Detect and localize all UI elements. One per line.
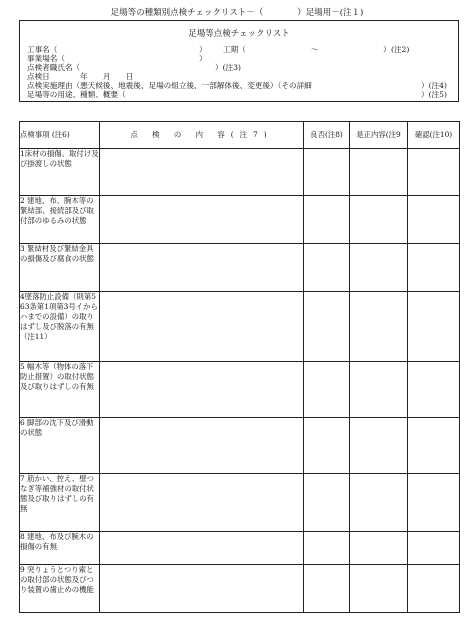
- good-bad-cell[interactable]: [304, 196, 350, 244]
- confirmation-cell[interactable]: [408, 362, 460, 418]
- correction-cell[interactable]: [350, 418, 408, 474]
- table-header-row: [20, 122, 460, 149]
- good-bad-cell[interactable]: [304, 418, 350, 474]
- usage-close: ）(注5): [421, 90, 447, 99]
- table-row: [20, 244, 460, 292]
- content-cell[interactable]: [100, 244, 304, 292]
- correction-cell[interactable]: [350, 196, 408, 244]
- content-cell[interactable]: [100, 196, 304, 244]
- good-bad-cell[interactable]: [304, 244, 350, 292]
- period-note: (注2): [391, 45, 410, 54]
- good-bad-cell[interactable]: [304, 474, 350, 532]
- confirmation-cell[interactable]: [408, 196, 460, 244]
- item-cell: 1床材の損傷、取付け及び掛渡しの状態: [20, 149, 100, 196]
- content-cell[interactable]: [100, 532, 304, 565]
- table-row: [20, 474, 460, 532]
- construction-name-close: ）: [199, 45, 207, 54]
- confirmation-cell[interactable]: [408, 244, 460, 292]
- table-row: [20, 196, 460, 244]
- period-close: ）: [383, 45, 391, 54]
- reason-label: 点検実施理由（悪天候後、地震後、足場の組立後、一部解体後、変更後）（その詳細: [27, 81, 312, 90]
- reason-close: ）(注4): [421, 81, 447, 90]
- table-row: [20, 362, 460, 418]
- content-cell[interactable]: [100, 292, 304, 362]
- header-inspection-item: 点検事項 (注6): [20, 122, 100, 149]
- confirmation-cell[interactable]: [408, 565, 460, 613]
- table-row: [20, 532, 460, 565]
- site-name-close: ）: [199, 54, 207, 63]
- good-bad-cell[interactable]: [304, 565, 350, 613]
- correction-cell[interactable]: [350, 565, 408, 613]
- correction-cell[interactable]: [350, 532, 408, 565]
- site-name-label: 事業場名（: [27, 54, 65, 63]
- document-title: 足場等の種類別点検チェックリスト－（ ）足場用－(注１): [110, 8, 364, 18]
- inspection-info-box: [19, 20, 459, 102]
- period-tilde: ～: [311, 45, 319, 54]
- item-cell: 9 突りょうとつり索との取付部の状態及びつり装置の歯止めの機能: [20, 565, 100, 613]
- table-row: [20, 149, 460, 196]
- header-confirmation: 確認(注10): [408, 122, 460, 149]
- header-correction: 是正内容(注9: [350, 122, 408, 149]
- period-label: 工期（: [223, 45, 246, 54]
- correction-cell[interactable]: [350, 292, 408, 362]
- inspector-label: 点検者職氏名（: [27, 63, 81, 72]
- correction-cell[interactable]: [350, 244, 408, 292]
- table-row: [20, 292, 460, 362]
- item-cell: 7 筋かい、控え、壁つなぎ等補強材の取付状態及び取りはずしの有無: [20, 474, 100, 532]
- content-cell[interactable]: [100, 418, 304, 474]
- content-cell[interactable]: [100, 565, 304, 613]
- table-row: [20, 418, 460, 474]
- confirmation-cell[interactable]: [408, 532, 460, 565]
- item-cell: 3 緊結材及び緊結金具の損傷及び腐食の状態: [20, 244, 100, 292]
- content-cell[interactable]: [100, 362, 304, 418]
- header-inspection-content: 点 検 の 内 容(注7): [100, 122, 304, 149]
- good-bad-cell[interactable]: [304, 149, 350, 196]
- item-cell: 8 建地、布及び腕木の損傷の有無: [20, 532, 100, 565]
- item-cell: 4墜落防止設備（則第563条第1項第3号イからハまでの設備）の取りはずし及び脱落の有無（注11）: [20, 292, 100, 362]
- inspection-date: 点検日 年 月 日: [27, 72, 134, 81]
- good-bad-cell[interactable]: [304, 292, 350, 362]
- box-title: 足場等点検チェックリスト: [188, 29, 290, 39]
- good-bad-cell[interactable]: [304, 362, 350, 418]
- correction-cell[interactable]: [350, 474, 408, 532]
- confirmation-cell[interactable]: [408, 474, 460, 532]
- table-row: [20, 565, 460, 613]
- header-good-bad: 良否(注8): [304, 122, 350, 149]
- good-bad-cell[interactable]: [304, 532, 350, 565]
- item-cell: 6 脚部の沈下及び滑動の状態: [20, 418, 100, 474]
- confirmation-cell[interactable]: [408, 149, 460, 196]
- content-cell[interactable]: [100, 474, 304, 532]
- construction-name-label: 工事名（: [27, 45, 58, 54]
- correction-cell[interactable]: [350, 149, 408, 196]
- item-cell: 2 建地、布、腕木等の緊結部、接続部及び取付部のゆるみの状態: [20, 196, 100, 244]
- correction-cell[interactable]: [350, 362, 408, 418]
- content-cell[interactable]: [100, 149, 304, 196]
- confirmation-cell[interactable]: [408, 292, 460, 362]
- confirmation-cell[interactable]: [408, 418, 460, 474]
- usage-label: 足場等の用途、種類、概要（: [27, 90, 126, 99]
- inspector-close: ）(注3): [215, 63, 241, 72]
- item-cell: 5 幅木等（物体の落下防止措置）の取付状態及び取りはずしの有無: [20, 362, 100, 418]
- inspection-checklist-table: [19, 121, 460, 613]
